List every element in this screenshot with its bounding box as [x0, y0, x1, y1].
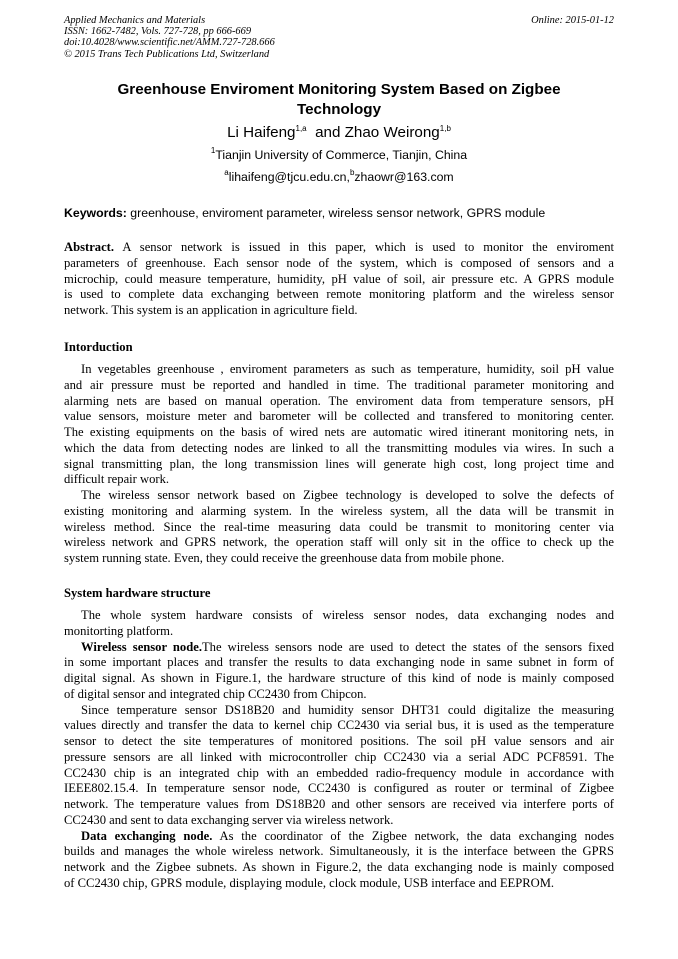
- text-line: of digital sensor and integrated chip CC2430 from Chipcon.: [64, 686, 367, 701]
- text-line: builds and manages the whole wireless network. Simultaneously, it is the interface between the GPRS: [64, 844, 614, 859]
- text-line: sensor to detect the site temperatures of monitored positions. The soil pH value sensors and air: [64, 734, 614, 748]
- text-line: [64, 240, 614, 256]
- text-line: microchip, could measure temperature, humidity, pH value of soil, air pressure etc. A GPRS module: [64, 271, 614, 286]
- text-line: network. This system is an application in agriculture field.: [64, 303, 358, 317]
- doi-line: doi:10.4028/www.scientific.net/AMM.727-728.666: [64, 37, 275, 49]
- text-line: network. The temperature values from DS18B20 and other sensors are received via interfere ports of: [64, 797, 614, 811]
- text-line-rest: The wireless sensors node are used to detect the states of the sensors fixed: [201, 639, 614, 654]
- paragraph-lead: Wireless sensor node.: [81, 639, 202, 654]
- text-line: value sensors, moisture meter and barometer will be collected and transfered to monitoring center.: [64, 409, 614, 424]
- text-line: The existing equipments on the basis of wired nets are automatic wired itinerant monitoring nets, in: [64, 425, 614, 439]
- text-line: IEEE802.15.4. In temperature sensor node, CC2430 is configured as router or terminal of Zigbee: [64, 781, 614, 796]
- title-line: Greenhouse Enviroment Monitoring System Based on Zigbee: [117, 81, 561, 98]
- text-line: system running state. Even, they could receive the greenhouse data from mobile phone.: [64, 551, 505, 565]
- text-line-rest: A sensor network is issued in this paper, which is used to monitor the enviroment: [114, 240, 614, 254]
- text-line: signal transmitting plan, the long transmission lines will generate high cost, long project time and: [64, 456, 614, 471]
- text-line: network and the Zigbee subnets. As shown in Figure.2, the data exchanging node is mainly composed: [64, 860, 614, 874]
- text-line: in some important places and transfer the results to data exchanging node in same subnet in form of: [64, 655, 614, 670]
- keywords-label: Keywords:: [64, 206, 127, 220]
- text-line: [64, 829, 614, 845]
- text-line: pressure sensors are all linked with microcontroller chip CC2430 via a serial ADC PCF8591. The: [64, 749, 614, 764]
- abstract: [64, 240, 614, 319]
- email-b[interactable]: zhaowr@163.com: [354, 170, 454, 184]
- title-line: Technology: [296, 101, 382, 118]
- text-line: which the data from detecting nodes are linked to all the transmitting modules via wires. In such a: [64, 440, 614, 455]
- author-2: and Zhao Weirong: [315, 124, 440, 141]
- email-a[interactable]: lihaifeng@tjcu.edu.cn,: [228, 170, 350, 184]
- text-line: and air pressure must be reported and handled in time. The traditional parameter monitoring and: [64, 377, 614, 392]
- text-line: parameters of greenhouse. Each sensor node of the system, which is composed of sensors and a: [64, 255, 614, 270]
- affiliation-text: Tianjin University of Commerce, Tianjin, China: [215, 148, 468, 162]
- text-line: CC2430 and sent to data exchanging server via wireless network.: [64, 812, 394, 827]
- affiliation-sup: 1: [210, 146, 216, 155]
- email-sup: a: [224, 168, 229, 177]
- text-line: wireless network and GPRS network, the operation staff will only sit in the office to check up the: [64, 535, 614, 550]
- online-date: Online: 2015-01-12: [531, 15, 614, 26]
- authors: [0, 124, 678, 141]
- emails: [0, 170, 678, 184]
- text-line: difficult repair work.: [64, 472, 170, 487]
- text-line: monitorting platform.: [64, 623, 174, 638]
- text-line: digital signal. As shown in Figure.1, the hardware structure of this kind of node is mainly composed: [64, 671, 614, 685]
- text-line: is used to complete data exchanging between remote monitoring platform and the wireless sensor: [64, 287, 614, 302]
- text-line: The wireless sensor network based on Zigbee technology is developed to solve the defects of: [81, 488, 614, 502]
- text-line: The whole system hardware consists of wireless sensor nodes, data exchanging nodes and: [81, 608, 614, 622]
- paragraph-lead: Data exchanging node.: [81, 828, 213, 843]
- text-line: wireless method. Since the real-time measuring data could be transmit to monitoring center via: [64, 519, 614, 534]
- intro-body: [64, 362, 614, 567]
- hardware-heading: System hardware structure: [64, 586, 211, 600]
- author-1: Li Haifeng: [227, 124, 296, 141]
- hardware-body: [64, 608, 614, 892]
- text-line: values directly and transfer the data to kernel chip CC2430 via serial bus, it is used as the temperature: [64, 718, 614, 733]
- text-line-rest: As the coordinator of the Zigbee network, the data exchanging nodes: [212, 828, 614, 843]
- text-line: existing monitoring and alarming system. In the wireless system, all the data will be transmit in: [64, 503, 614, 518]
- paragraph-lead: Abstract.: [64, 240, 115, 254]
- text-line: [64, 640, 614, 656]
- journal-name: Applied Mechanics and Materials: [64, 15, 206, 26]
- intro-heading: Intorduction: [64, 340, 133, 354]
- copyright-line: © 2015 Trans Tech Publications Ltd, Switzerland: [64, 48, 270, 60]
- author-1-sup: 1,a: [295, 124, 307, 133]
- paper-title: [0, 80, 678, 120]
- text-line: alarming nets are based on manual operation. The enviroment data from temperature sensors, pH: [64, 393, 614, 408]
- text-line: In vegetables greenhouse , enviroment parameters as such as temperature, humidity, soil pH value: [81, 362, 614, 376]
- journal-header: [64, 15, 275, 60]
- keywords-text: greenhouse, enviroment parameter, wireless sensor network, GPRS module: [126, 206, 546, 220]
- issn-line: ISSN: 1662-7482, Vols. 727-728, pp 666-669: [64, 26, 252, 38]
- text-line: of CC2430 chip, GPRS module, displaying module, clock module, USB interface and EEPROM.: [64, 875, 555, 890]
- text-line: Since temperature sensor DS18B20 and humidity sensor DHT31 could digitalize the measuring: [81, 702, 614, 717]
- text-line: CC2430 chip is an integrated chip with an embedded radio-frequency module in accordance with: [64, 765, 614, 780]
- author-2-sup: 1,b: [439, 124, 451, 133]
- keywords: [64, 206, 545, 220]
- affiliation: [0, 148, 678, 162]
- email-sup: b: [349, 168, 355, 177]
